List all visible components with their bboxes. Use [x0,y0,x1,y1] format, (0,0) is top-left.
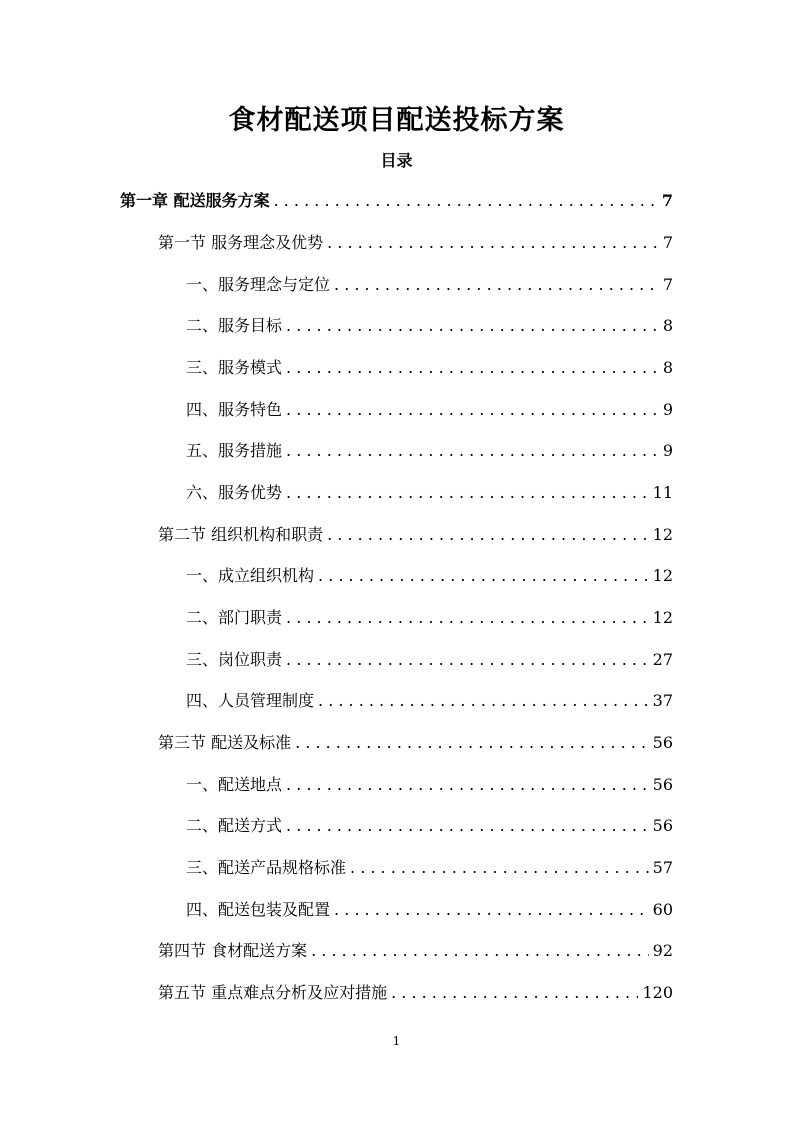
toc-entry-title: 二、部门职责 [186,608,283,627]
toc-dot-leader [286,389,659,431]
toc-entry-title: 五、服务措施 [186,441,283,460]
toc-entry-title: 第四节 食材配送方案 [158,941,308,960]
toc-dot-leader [350,847,649,889]
toc-entry-title: 第一节 服务理念及优势 [158,233,324,252]
toc-dot-leader [286,472,649,514]
toc-dot-leader [286,430,659,472]
toc-entry[interactable] [186,639,673,681]
toc-dot-leader [318,555,649,597]
toc-page-number: 120 [642,983,673,1002]
toc-entry[interactable] [158,514,673,556]
toc-entry-title: 一、服务理念与定位 [186,275,331,294]
toc-dot-leader [334,889,649,931]
toc-dot-leader [286,347,659,389]
toc-entry[interactable] [186,472,673,514]
toc-entry[interactable] [186,889,673,931]
toc-dot-leader [286,639,649,681]
toc-dot-leader [327,222,659,264]
toc-page-number: 92 [652,941,673,960]
toc-entry[interactable] [186,264,673,306]
toc-entry[interactable] [158,222,673,264]
toc-dot-leader [327,514,649,556]
toc-entry-title: 三、配送产品规格标准 [186,858,347,877]
toc-entry[interactable] [186,680,673,722]
toc-entry[interactable] [186,847,673,889]
toc-page-number: 7 [662,233,673,252]
toc-entry-title: 四、人员管理制度 [186,691,315,710]
toc-entry[interactable] [120,180,673,222]
toc-page-number: 7 [662,275,673,294]
toc-entry[interactable] [186,389,673,431]
toc-page-number: 56 [652,816,673,835]
toc-page-number: 56 [652,775,673,794]
toc-entry[interactable] [186,305,673,347]
toc-entry-title: 四、服务特色 [186,400,283,419]
toc-entry-title: 第三节 配送及标准 [158,733,292,752]
toc-page-number: 7 [661,191,673,210]
toc-entry-title: 第五节 重点难点分析及应对措施 [158,983,388,1002]
toc-dot-leader [286,305,659,347]
toc-dot-leader [311,930,649,972]
toc-page-number: 12 [652,525,673,544]
toc-entry-title: 六、服务优势 [186,483,283,502]
toc-dot-leader [334,264,659,306]
toc-page-number: 8 [662,358,673,377]
toc-entry[interactable] [186,430,673,472]
toc-entry-title: 二、配送方式 [186,816,283,835]
toc-entry-title: 一、配送地点 [186,775,283,794]
toc-dot-leader [295,722,649,764]
toc-entry-title: 一、成立组织机构 [186,566,315,585]
toc-page-number: 9 [662,441,673,460]
toc-page-number: 37 [652,691,673,710]
toc-page-number: 9 [662,400,673,419]
toc-heading: 目录 [380,151,413,170]
toc-entry-title: 三、岗位职责 [186,650,283,669]
toc-entry-title: 四、配送包装及配置 [186,900,331,919]
toc-entry[interactable] [158,722,673,764]
toc-page-number: 12 [652,566,673,585]
toc-page-number: 11 [652,483,673,502]
toc-page-number: 56 [652,733,673,752]
toc-page-number: 57 [652,858,673,877]
toc-dot-leader [391,972,638,1014]
toc-dot-leader [286,597,649,639]
toc-dot-leader [286,805,649,847]
toc-dot-leader [318,680,649,722]
footer-page-number: 1 [392,1034,401,1048]
toc-entry[interactable] [186,597,673,639]
toc-dot-leader [274,180,658,222]
toc-entry[interactable] [158,972,673,1014]
toc-entry[interactable] [186,764,673,806]
document-title: 食材配送项目配送投标方案 [228,105,565,136]
toc-entry[interactable] [186,805,673,847]
toc-entry[interactable] [186,347,673,389]
toc-entry-title: 二、服务目标 [186,316,283,335]
toc-entry-title: 第二节 组织机构和职责 [158,525,324,544]
toc-entry-title: 第一章 配送服务方案 [120,191,270,210]
toc-entry[interactable] [158,930,673,972]
toc-page-number: 27 [652,650,673,669]
toc-dot-leader [286,764,649,806]
toc-entry[interactable] [186,555,673,597]
toc-page-number: 60 [652,900,673,919]
toc-page-number: 12 [652,608,673,627]
toc-entry-title: 三、服务模式 [186,358,283,377]
toc-page-number: 8 [662,316,673,335]
